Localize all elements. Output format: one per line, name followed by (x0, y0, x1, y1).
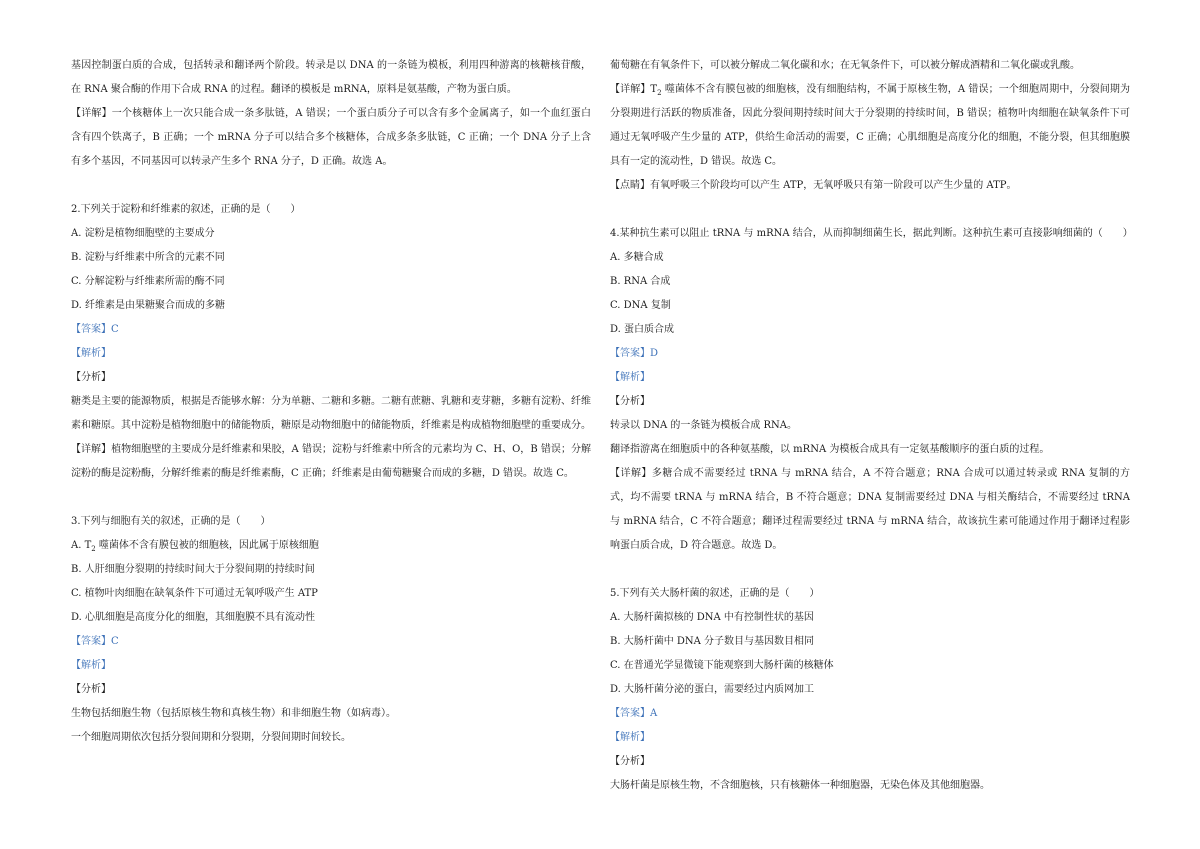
paragraph: 【详解】多糖合成不需要经过 tRNA 与 mRNA 结合，A 不符合题意；RNA 合成可以通过转录或 RNA 复制的方式，均不需要 tRNA 与 mRNA 结合，B 不符合题意；DNA 复制需要经过 DNA 与相关酶结合，不需要经过 tRNA 与 mRNA 结合，C 不符合题意；翻译过程需要经过 tRNA 与 mRNA 结合，故该抗生素可能通过作用于翻译过程影响蛋白质合成，D 符合题意。故选 D。 (610, 468, 1130, 551)
blank-line (71, 174, 591, 198)
answer-label: 【答案】C (71, 636, 119, 647)
paragraph: 【分析】 (610, 396, 650, 407)
text-fragment: 噬菌体不含有膜包被的细胞核，因此属于原核细胞 (95, 540, 319, 551)
paragraph: D. 心肌细胞是高度分化的细胞，其细胞膜不具有流动性 (71, 612, 316, 623)
paragraph: D. 纤维素是由果糖聚合而成的多糖 (71, 300, 226, 311)
paragraph: A. 淀粉是植物细胞壁的主要成分 (71, 228, 215, 239)
paragraph: 大肠杆菌是原核生物，不含细胞核，只有核糖体一种细胞器，无染色体及其他细胞器。 (610, 780, 990, 791)
text-fragment: 【详解】T (610, 84, 658, 95)
analysis-label: 【解析】 (71, 348, 111, 359)
paragraph: 【分析】 (71, 684, 111, 695)
paragraph: 葡萄糖在有氧条件下，可以被分解成二氧化碳和水；在无氧条件下，可以被分解成酒精和二氧化碳或乳酸。 (610, 60, 1080, 71)
answer-label: 【答案】C (71, 324, 119, 335)
paragraph: D. 大肠杆菌分泌的蛋白，需要经过内质网加工 (610, 684, 815, 695)
paragraph (610, 78, 1130, 174)
paragraph: 3.下列与细胞有关的叙述，正确的是（ ） (71, 516, 271, 527)
paragraph: C. DNA 复制 (610, 300, 671, 311)
left-column (71, 54, 591, 750)
analysis-label: 【解析】 (610, 732, 650, 743)
paragraph: 一个细胞周期依次包括分裂间期和分裂期，分裂间期时间较长。 (71, 732, 351, 743)
blank-line (610, 558, 1130, 582)
paragraph: 2.下列关于淀粉和纤维素的叙述，正确的是（ ） (71, 204, 301, 215)
paragraph: 转录以 DNA 的一条链为模板合成 RNA。 (610, 420, 798, 431)
paragraph: 【分析】 (71, 372, 111, 383)
paragraph: 基因控制蛋白质的合成，包括转录和翻译两个阶段。转录是以 DNA 的一条链为模板，利用四种游离的核糖核苷酸，在 RNA 聚合酶的作用下合成 RNA 的过程。翻译的模板是 mRNA，原料是氨基酸，产物为蛋白质。 (71, 60, 591, 95)
subscript: 2 (657, 89, 662, 97)
paragraph: 翻译指游离在细胞质中的各种氨基酸，以 mRNA 为模板合成具有一定氨基酸顺序的蛋白质的过程。 (610, 444, 1050, 455)
paragraph: B. 人肝细胞分裂期的持续时间大于分裂间期的持续时间 (71, 564, 315, 575)
paragraph: 生物包括细胞生物（包括原核生物和真核生物）和非细胞生物（如病毒）。 (71, 708, 396, 719)
paragraph: D. 蛋白质合成 (610, 324, 675, 335)
paragraph: B. 淀粉与纤维素中所含的元素不同 (71, 252, 225, 263)
paragraph: C. 在普通光学显微镜下能观察到大肠杆菌的核糖体 (610, 660, 834, 671)
paragraph: 5.下列有关大肠杆菌的叙述，正确的是（ ） (610, 588, 820, 599)
paragraph: A. 大肠杆菌拟核的 DNA 中有控制性状的基因 (610, 612, 814, 623)
paragraph: B. 大肠杆菌中 DNA 分子数目与基因数目相同 (610, 636, 815, 647)
paragraph: 糖类是主要的能源物质，根据是否能够水解：分为单糖、二糖和多糖。二糖有蔗糖、乳糖和麦芽糖，多糖有淀粉、纤维素和糖原。其中淀粉是植物细胞中的储能物质，糖原是动物细胞中的储能物质，纤维素是构成植物细胞壁的重要成分。 (71, 396, 591, 431)
analysis-label: 【解析】 (610, 372, 650, 383)
text-fragment: 噬菌体不含有膜包被的细胞核，没有细胞结构，不属于原核生物，A 错误；一个细胞周期中，分裂间期为分裂期进行活跃的物质准备，因此分裂间期持续时间大于分裂期的持续时间，B 错误；植物叶肉细胞在缺氧条件下可通过无氧呼吸产生少量的 ATP，供给生命活动的需要，C 正确；心肌细胞是高度分化的细胞，不能分裂，但其细胞膜具有一定的流动性，D 错误。故选 C。 (610, 84, 1130, 167)
paragraph: 【详解】一个核糖体上一次只能合成一条多肽链，A 错误；一个蛋白质分子可以含有多个金属离子，如一个血红蛋白含有四个铁离子，B 正确；一个 mRNA 分子可以结合多个核糖体，合成多条多肽链，C 正确；一个 DNA 分子上含有多个基因，不同基因可以转录产生多个 RNA 分子，D 正确。故选 A。 (71, 108, 591, 167)
paragraph: 4.某种抗生素可以阻止 tRNA 与 mRNA 结合，从而抑制细菌生长，据此判断。这种抗生素可直接影响细菌的（ ） (610, 228, 1133, 239)
paragraph: C. 植物叶肉细胞在缺氧条件下可通过无氧呼吸产生 ATP (71, 588, 318, 599)
text-fragment: A. T (71, 540, 92, 551)
right-column (610, 54, 1133, 798)
paragraph: 【点睛】有氧呼吸三个阶段均可以产生 ATP，无氧呼吸只有第一阶段可以产生少量的 ATP。 (610, 180, 1017, 191)
paragraph: B. RNA 合成 (610, 276, 671, 287)
answer-label: 【答案】A (610, 708, 658, 719)
analysis-label: 【解析】 (71, 660, 111, 671)
blank-line (610, 198, 1130, 222)
paragraph: C. 分解淀粉与纤维素所需的酶不同 (71, 276, 225, 287)
answer-label: 【答案】D (610, 348, 659, 359)
paragraph: A. 多糖合成 (610, 252, 664, 263)
paragraph: 【分析】 (610, 756, 650, 767)
subscript: 2 (91, 545, 96, 553)
paragraph: 【详解】植物细胞壁的主要成分是纤维素和果胶，A 错误；淀粉与纤维素中所含的元素均为 C、H、O，B 错误；分解淀粉的酶是淀粉酶，分解纤维素的酶是纤维素酶，C 正确；纤维素是由葡萄糖聚合而成的多糖，D 错误。故选 C。 (71, 444, 591, 479)
paragraph (71, 534, 591, 558)
blank-line (71, 486, 591, 510)
